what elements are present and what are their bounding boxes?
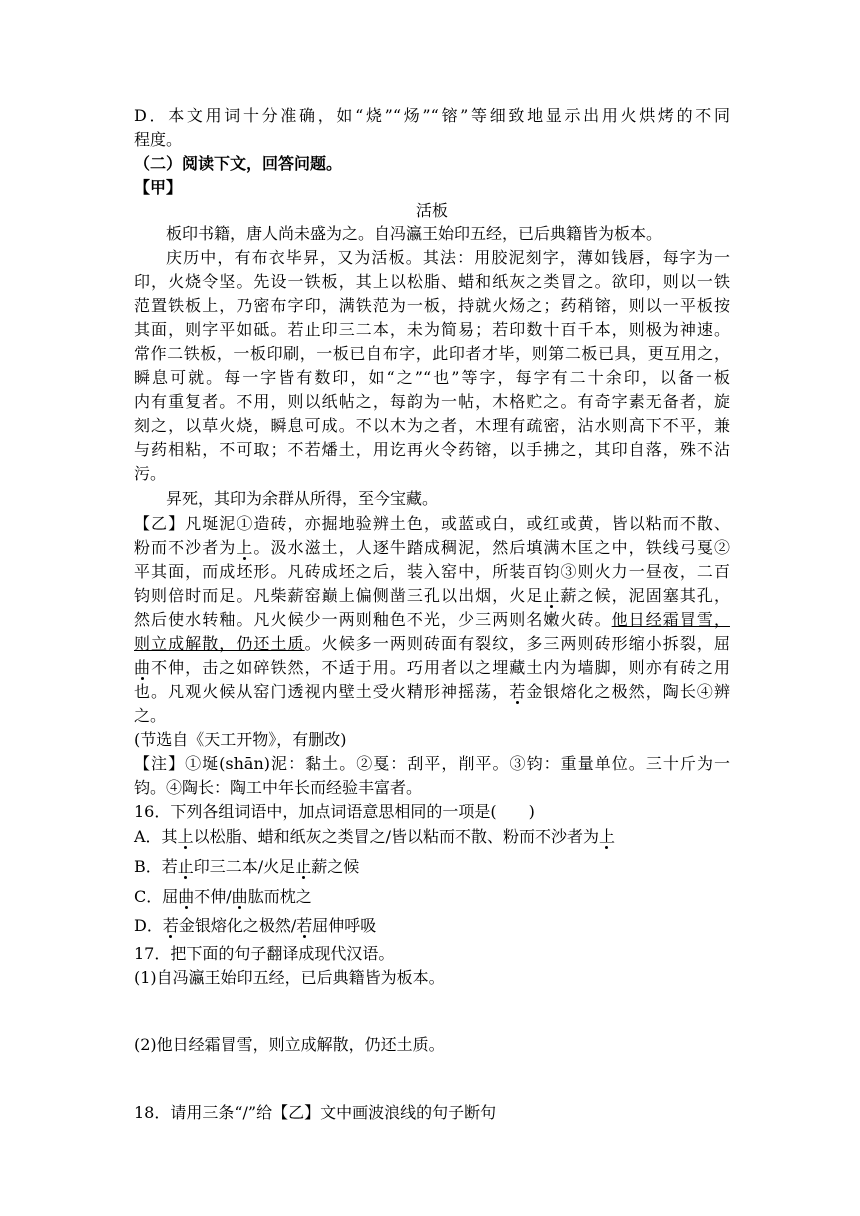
jia-p2-line: 内有重复者。不用，则以纸帖之，每韵为一帖，木格贮之。有奇字素无备者，旋 xyxy=(134,392,730,411)
dotted-word: 若 xyxy=(296,916,313,935)
jia-p2-line: 与药相粘，不可取；不若燔土，用讫再火令药镕，以手拂之，其印自落，殊不沾 xyxy=(134,440,730,459)
jia-p2-line: 刻之，以草火烧，瞬息可成。不以木为之者，木理有疏密，沾水则高下不平，兼 xyxy=(134,416,730,435)
section-title: （二）阅读下文，回答问题。 xyxy=(134,154,343,173)
jia-label: 【甲】 xyxy=(134,178,183,197)
option-d-line-1: D．本文用词十分准确，如“烧”“炀”“镕”等细致地显示出用火烘烤的不同 xyxy=(134,106,730,125)
jia-p2-line: 常作二铁板，一板印刷，一板已自布字，此印者才毕，则第二板已具，更互用之， xyxy=(134,344,730,363)
yi-line-8: 也。凡观火候从窑门透视内壁土受火精形神摇荡，若金银熔化之极然，陶长④辨 xyxy=(134,682,730,701)
dotted-word: 曲 xyxy=(231,887,248,906)
dotted-word: 上 xyxy=(598,827,615,846)
jia-title: 活板 xyxy=(415,201,448,220)
dotted-word: 止 xyxy=(295,857,312,876)
jia-p2-line: 污。 xyxy=(134,464,167,483)
jia-paragraph-3: 昇死，其印为余群从所得，至今宝藏。 xyxy=(166,489,439,508)
q17-stem: 17．把下面的句子翻译成现代汉语。 xyxy=(134,944,395,963)
q16-option-a: A．其上以松脂、蜡和纸灰之类冒之/皆以粘而不散、粉而不沙者为上 xyxy=(134,827,615,846)
jia-p2-line: 印，火烧令坚。先设一铁板，其上以松脂、蜡和纸灰之类冒之。欲印，则以一铁 xyxy=(134,272,730,291)
yi-line-5: 然后使水转釉。凡火候少一两则釉色不光，少三两则名嫩火砖。他日经霜冒雪， xyxy=(134,610,730,629)
jia-p2-line: 其面，则字平如砥。若止印三二本，未为简易；若印数十百千本，则极为神速。 xyxy=(134,320,730,339)
yi-line-9: 之。 xyxy=(134,706,167,725)
underlined-sentence: 他日经霜冒雪， xyxy=(611,610,730,629)
yi-line-6: 则立成解散，仍还土质。火候多一两则砖面有裂纹，多三两则砖形缩小拆裂，屈 xyxy=(134,634,730,653)
q17-sentence-1: (1)自冯瀛王始印五经，已后典籍皆为板本。 xyxy=(134,968,445,987)
jia-paragraph-1: 板印书籍，唐人尚未盛为之。自冯瀛王始印五经，已后典籍皆为板本。 xyxy=(166,224,663,243)
jia-p2-line: 瞬息可就。每一字皆有数印，如“之”“也”等字，每字有二十余印，以备一板 xyxy=(134,368,730,387)
yi-source: (节选自《天工开物》，有删改) xyxy=(134,730,347,749)
note-line-1: 【注】①埏(shān)泥：黏土。②戛：刮平，削平。③钧：重量单位。三十斤为一 xyxy=(134,754,730,773)
dotted-word: 上 xyxy=(177,827,194,846)
note-line-2: 钧。④陶长：陶工中年长而经验丰富者。 xyxy=(134,778,423,797)
underlined-sentence: 则立成解散，仍还土质 xyxy=(134,634,305,653)
dotted-word: 止 xyxy=(543,586,561,605)
q16-option-c: C．屈曲不伸/曲肱而枕之 xyxy=(134,887,312,906)
yi-line-1: 【乙】凡埏泥①造砖，亦掘地验辨土色，或蓝或白，或红或黄，皆以粘而不散、 xyxy=(134,514,730,533)
yi-line-7: 曲不伸，击之如碎铁然，不适于用。巧用者以之埋藏土内为墙脚，则亦有砖之用 xyxy=(134,658,730,677)
option-d-line-2: 程度。 xyxy=(134,130,183,149)
q17-sentence-2: (2)他日经霜冒雪，则立成解散，仍还土质。 xyxy=(134,1035,445,1054)
jia-p2-line: 范置铁板上，乃密布字印，满铁范为一板，持就火炀之；药稍镕，则以一平板按 xyxy=(134,296,730,315)
yi-line-2: 粉而不沙者为上。汲水滋土，人逐牛踏成稠泥，然后填满木匡之中，铁线弓戛② xyxy=(134,538,730,557)
dotted-word: 曲 xyxy=(134,658,152,677)
q18-stem: 18．请用三条“/”给【乙】文中画波浪线的句子断句 xyxy=(134,1103,497,1122)
jia-p2-line: 庆历中，有布衣毕昇，又为活板。其法：用胶泥刻字，薄如钱唇，每字为一 xyxy=(166,248,730,267)
q16-option-b: B．若止印三二本/火足止薪之候 xyxy=(134,857,360,876)
yi-line-3: 平其面，而成坯形。凡砖成坯之后，装入窑中，所装百钧③则火力一昼夜，二百 xyxy=(134,562,730,581)
dotted-word: 止 xyxy=(177,857,194,876)
yi-line-4: 钧则倍时而足。凡柴薪窑巅上偏侧凿三孔以出烟，火足止薪之候，泥固塞其孔， xyxy=(134,586,730,605)
q16-stem: 16．下列各组词语中，加点词语意思相同的一项是( ) xyxy=(134,802,535,821)
dotted-word: 曲 xyxy=(178,887,195,906)
dotted-word: 上 xyxy=(236,538,254,557)
q16-option-d: D．若金银熔化之极然/若屈伸呼吸 xyxy=(134,916,377,935)
dotted-word: 若 xyxy=(162,916,179,935)
dotted-word: 若 xyxy=(509,682,527,701)
